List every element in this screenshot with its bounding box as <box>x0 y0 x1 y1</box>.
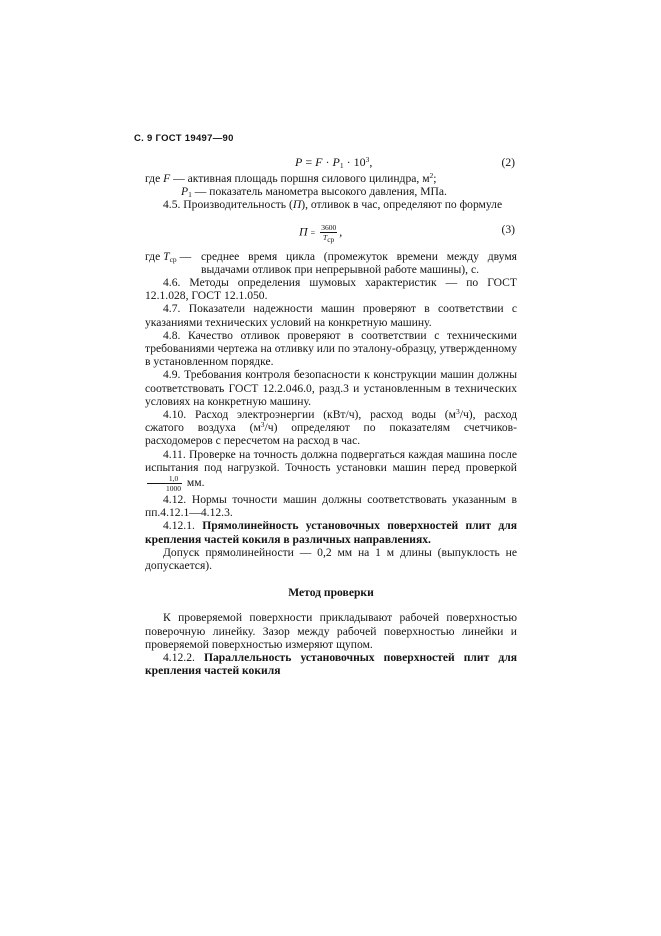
paragraph-method: К проверяемой поверхности прикладывают рабочей поверхностью поверочную линейку. Зазор между рабочей поверхностью линейки и проверяемой поверхностью измеряют щупом. <box>145 611 517 651</box>
where-f: где F — активная площадь поршня силового цилиндра, $м^2$; <box>145 171 437 185</box>
formula-2-expression: $P = F \cdot P_1 \cdot 10^3$, <box>295 155 373 170</box>
method-heading: Метод проверки <box>288 586 374 600</box>
paragraph-4-10: 4.10. Расход электроэнергии (кВт/ч), расход воды $(м^3/ч)$, расход сжатого воздуха $(м^3/ч)$ определяют по показателям счетчиков-расходомеров с пересчетом на расход в час. <box>145 407 517 448</box>
document-body <box>145 150 517 678</box>
page-header: С. 9 ГОСТ 19497—90 <box>134 133 234 144</box>
paragraph-4-12-1: 4.12.1. Прямолинейность установочных поверхностей плит для крепления частей кокиля в различных направлениях. <box>145 519 517 546</box>
where-p1: $P_1$ — показатель манометра высокого давления, МПа. <box>181 185 447 200</box>
paragraph-4-9: 4.9. Требования контроля безопасности к конструкции машин должны соответствовать ГОСТ 12.2.046.0, разд.3 и установленным в технических условиях на конкретную машину. <box>145 368 517 408</box>
formula-3 <box>145 214 517 248</box>
formula-2-number: (2) <box>501 156 515 169</box>
formula-3-number: (3) <box>501 222 515 236</box>
paragraph-4-11: 4.11. Проверке на точность должна подвергаться каждая машина после испытания под нагрузкой. Точность установки машин перед проверкой $\frac{1,0}{1000}$ мм. <box>145 447 517 494</box>
tolerance-fraction: $\frac{1,0}{1000}$ <box>147 474 182 493</box>
formula-3-fraction: $\frac{3600}{T_{ср}}$ <box>321 222 337 244</box>
formula-2 <box>145 150 517 170</box>
paragraph-4-12: 4.12. Нормы точности машин должны соответствовать указанным в пп.4.12.1—4.12.3. <box>145 493 517 520</box>
where-t: где $T_{ср}$ — среднее время цикла (промежуток времени между двумя выдачами отливок при непрерывной работе машины), с. <box>145 249 517 276</box>
paragraph-4-5: 4.5. Производительность (П), отливок в час, определяют по формуле <box>163 198 503 212</box>
paragraph-4-8: 4.8. Качество отливок проверяют в соответствии с техническими требованиями чертежа на отливку или по эталону-образцу, утвержденному в установленном порядке. <box>145 328 517 369</box>
formula-3-expression: П = $\frac{3600}{T_{ср}}$ , <box>299 222 343 244</box>
paragraph-tolerance: Допуск прямолинейности — 0,2 мм на 1 м длины (выпуклость не допускается). <box>145 545 517 573</box>
paragraph-4-7: 4.7. Показатели надежности машин проверяют в соответствии с указаниями технических условий на конкретную машину. <box>145 302 517 329</box>
paragraph-4-12-2: 4.12.2. Параллельность установочных поверхностей плит для крепления частей кокиля <box>145 651 518 678</box>
paragraph-4-6: 4.6. Методы определения шумовых характеристик — по ГОСТ 12.1.028, ГОСТ 12.1.050. <box>145 276 517 303</box>
